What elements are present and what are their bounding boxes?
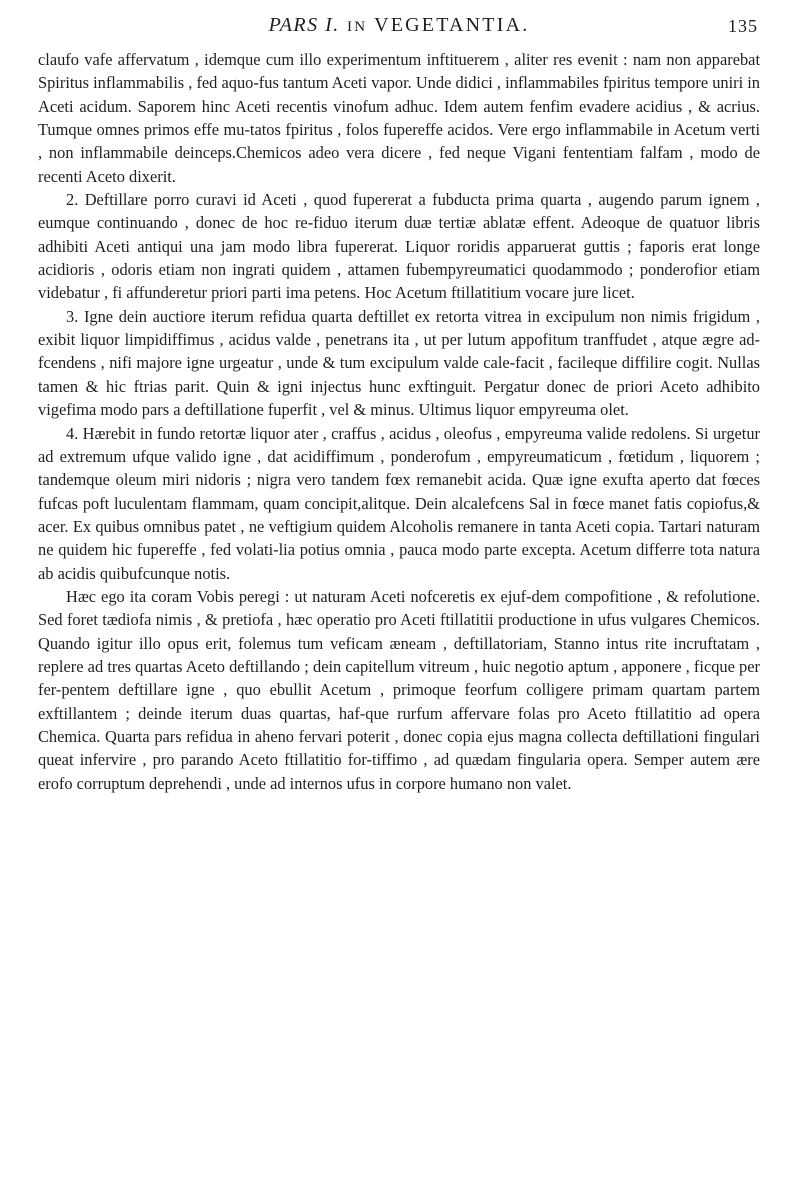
part-label: PARS I.	[268, 14, 340, 36]
subject-label: VEGETANTIA.	[374, 14, 530, 36]
paragraph-2: 2. Deftillare porro curavi id Aceti , quod fupererat a fubducta prima quarta , augendo parum ignem , eumque continuando , donec de hoc re-fiduo iterum duæ tertiæ ablatæ effent. Adeoque de quatuor libris adhibiti Aceti antiqui una jam modo libra fupererat. Liquor roridis apparuerat guttis ; faporis erat longe acidioris , odoris etiam non ingrati quidem , attamen fubempyreumatici quodammodo ; ponderofior etiam videbatur , fi affunderetur priori parti ima petens. Hoc Acetum ftillatitium vocare jure licet.	[38, 190, 760, 303]
paragraph-3: 3. Igne dein auctiore iterum refidua quarta deftillet ex retorta vitrea in excipulum non nimis frigidum , exibit liquor limpidiffimus , acidus valde , penetrans ita , ut per lutum appofitum tranffudet , atque ægre ad-fcendens , nifi majore igne urgeatur , unde & tum excipulum valde cale-facit , facileque diffilire cogit. Nullas tamen & hic ftrias parit. Quin & igni injectus hunc exftinguit. Pergatur donec de priori Aceto adhibito vigefima modo pars a deftillatione fuperfit , vel & minus. Ultimus liquor empyreuma olet.	[38, 306, 760, 420]
page-number: 135	[728, 16, 758, 36]
paragraph-continuation: claufo vafe affervatum , idemque cum illo experimentum inftituerem , aliter res evenit : nam non apparebat Spiritus inflammabilis , fed aquo-fus tantum Aceti vapor. Unde didici , inflammabiles fpiritus tempore uniri in Aceti acidum. Saporem hinc Aceti recentis vinofum adhuc. Idem autem fenfim evadere acidius , & acrius. Tumque omnes primos effe mu-tatos fpiritus , folos fupereffe acidos. Vere ergo inflammabile in Acetum verti , non inflammabile deinceps.Chemicos adeo vera dicere , fed neque Vigani fententiam falfam , modo de recenti Aceto dixerit.	[38, 50, 760, 186]
book-page	[38, 14, 760, 1164]
body-text	[38, 48, 760, 795]
running-head	[38, 14, 760, 44]
paragraph-summary: Hæc ego ita coram Vobis peregi : ut naturam Aceti nofceretis ex ejuf-dem compofitione , & refolutione. Sed foret tædiofa nimis , & pretiofa , hæc operatio pro Aceti ftillatitii productione in ufus vulgares Chemicos. Quando igitur illo opus erit, folemus tum veficam æneam , deftillatoriam, Stanno intus rite incruftatam , replere ad tres quartas Aceto deftillando ; dein capitellum vitreum , huic negotio aptum , apponere , ficque per fer-pentem deftillare igne , quo ebullit Acetum , primoque feorfum colligere primam quartam partem exftillantem ; deinde iterum duas quartas, haf-que rurfum affervare folas pro Aceto ftillatitio ad opera Chemica. Quarta pars refidua in aheno fervari poterit , donec copia ejus magna collecta deftillationi fingulari queat infervire , pro parando Aceto ftillatitio for-tiffimo , ad quædam fingularia opera. Semper autem ære erofo corruptum deprehendi , unde ad internos ufus in corpore humano non valet.	[38, 586, 760, 793]
in-word: IN	[347, 19, 368, 35]
paragraph-4: 4. Hærebit in fundo retortæ liquor ater , craffus , acidus , oleofus , empyreuma valide redolens. Si urgetur ad extremum ufque valido igne , dat acidiffimum , ponderofum , empyreumaticum , fœtidum , liquorem ; tandemque oleum miri nidoris ; nigra vero tandem fœx remanebit acida. Quæ igne exufta aperto dat fœces fufcas poft luculentam flammam, quam concipit,alitque. Dein alcalefcens Sal in fœce manet fatis copiofus,& acer. Ex quibus omnibus patet , ne veftigium quidem Alcoholis remanere in tanta Aceti copia. Tartari naturam ne quidem hic fupereffe , fed volati-lia potius omnia , pauca modo parte excepta. Acetum differre tota natura ab acidis quibufcunque notis.	[38, 423, 760, 583]
running-title	[38, 14, 760, 37]
